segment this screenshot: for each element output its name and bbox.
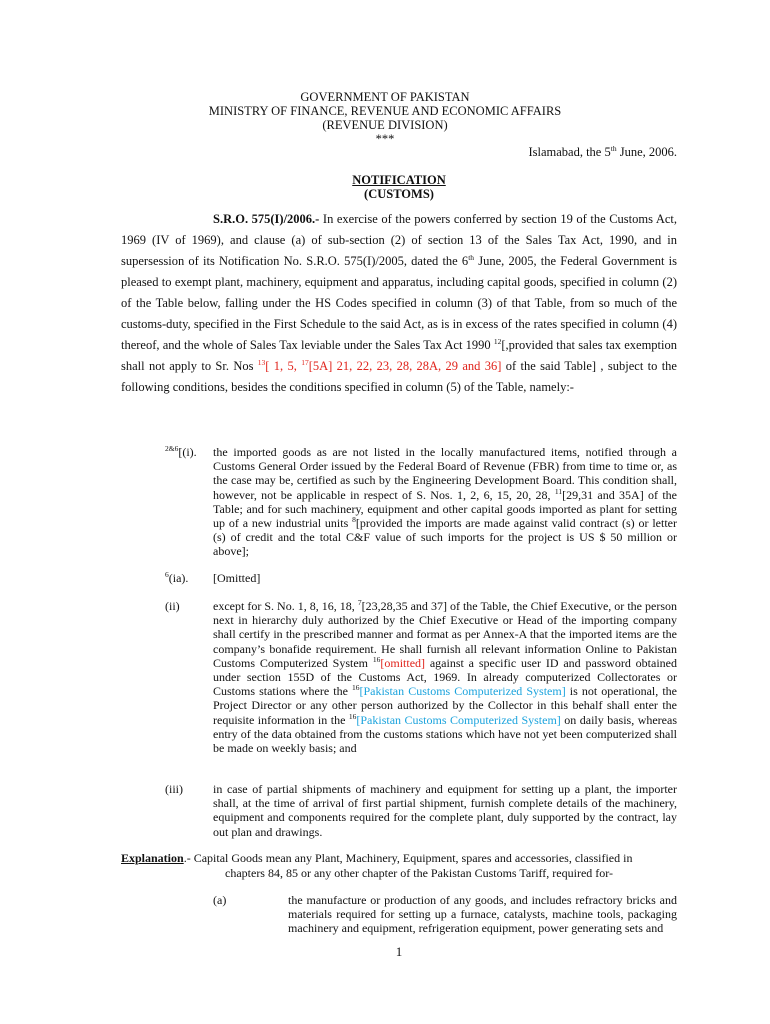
condition-i-sup-1: 11 [554, 486, 563, 496]
condition-i-text-2: [29,31 and 35A] of the Table; and for such machinery, equipment and other capital goods imported as plant for setting up of a new industrial units [213, 487, 677, 531]
intro-text-3: [,provided that sales tax exemption shall not apply to Sr. Nos [121, 338, 677, 373]
condition-text: in case of partial shipments of machinery and equipment for setting up a plant, the importer shall, at the time of arrival of first partial shipment, furnish complete details of the machinery, equipment and components required for the complete plant, duly supported by the contract, lay out plan and drawings. [213, 782, 677, 839]
intro-red-2: [5A] 21, 22, 23, 28, 28A, 29 and 36] [308, 359, 502, 373]
condition-text [213, 599, 677, 755]
condition-item-ia [121, 571, 677, 585]
intro-sup-3: 13 [257, 358, 266, 367]
explanation-item-a [213, 893, 677, 936]
condition-ii-sup-1: 7 [357, 598, 362, 607]
condition-number [165, 571, 213, 585]
condition-ii-sup-4: 16 [348, 711, 357, 721]
condition-number: (ii) [165, 599, 180, 613]
condition-text: [Omitted] [213, 571, 261, 585]
condition-i-text-1: the imported goods as are not listed in the locally manufactured items, notified through a Customs General Order issued by the Federal Board of Revenue (FBR) from time to time or, as the case may be, certified as such by the Engineering Development Board. This condition shall, however, not be applicable in respect of S. Nos. 1, 2, 6, 15, 20, 28, [213, 445, 677, 502]
condition-sup: 2&6 [165, 444, 179, 453]
explanation-text-1: .- Capital Goods mean any Plant, Machinery, Equipment, spares and accessories, classified in [183, 851, 633, 865]
explanation-paragraph [121, 851, 681, 880]
explanation-item-number: (a) [213, 893, 227, 907]
condition-item-ii [121, 599, 677, 755]
intro-text-2: June, 2005, the Federal Government is pleased to exempt plant, machinery, equipment and apparatus, including capital goods, specified in column (2) of the Table below, falling under the HS Codes specified in column (3) of that Table, from so much of the customs-duty, specified in the First Schedule to the said Act, as is in excess of the rates specified in column (4) thereof, and the whole of Sales Tax leviable under the Sales Tax Act 1990 [121, 254, 677, 352]
header-division: (REVENUE DIVISION) [322, 118, 448, 132]
condition-ii-blue-2: [Pakistan Customs Computerized System] [356, 712, 561, 727]
condition-ii-red-omitted: [omitted] [380, 655, 426, 670]
condition-sup: 6 [165, 570, 169, 579]
sro-number: S.R.O. 575(I)/2006.- [213, 212, 320, 226]
condition-ii-blue-1: [Pakistan Customs Computerized System] [359, 684, 566, 699]
condition-ii-text-2: [23,28,35 and 37] of the Table, the Chief Executive, or the person next in hierarchy duly authorized by the Chief Executive or Head of the importing company shall certify in the prescribed manner and format as per Annex-A that the imported items are the company’s bonafide requirement. He shall furnish all relevant information Online to Pakistan Customs Computerized System [213, 599, 677, 670]
header-ministry: MINISTRY OF FINANCE, REVENUE AND ECONOMIC AFFAIRS [208, 104, 562, 118]
notification-subtitle: (CUSTOMS) [364, 187, 434, 201]
explanation-text-2: chapters 84, 85 or any other chapter of the Pakistan Customs Tariff, required for- [225, 865, 614, 880]
intro-text-1: In exercise of the powers conferred by section 19 of the Customs Act, 1969 (IV of 1969), and clause (a) of sub-section (2) of section 13 of the Sales Tax Act, 1990, and in supersession of its Notification No. S.R.O. 575(I)/2005, dated the 6 [121, 212, 678, 268]
header-government: GOVERNMENT OF PAKISTAN [300, 90, 470, 104]
intro-sup-2: 12 [493, 337, 502, 346]
explanation-label: Explanation [121, 851, 184, 865]
date-text-end: June, 2006. [616, 145, 677, 159]
condition-num-text: (ia). [168, 571, 189, 585]
intro-paragraph [121, 209, 677, 398]
condition-number: (iii) [165, 782, 183, 796]
condition-ii-text-4: is not operational, the Project Director or any other person authorized by the Collector in this behalf shall enter the requisite information in the [213, 684, 677, 727]
intro-sup-4: 17 [301, 358, 309, 367]
condition-ii-sup-2: 16 [372, 654, 381, 664]
header-asterisks: *** [375, 132, 395, 146]
condition-num-text: [(i). [178, 445, 197, 459]
notification-title: NOTIFICATION [352, 173, 446, 187]
condition-i-text-3: [provided the imports are made against valid contract (s) or letter (s) of credit and the total C&F value of such imports for the project is US $ 50 million or above]; [213, 516, 677, 559]
notification-date [528, 145, 677, 160]
condition-item-i [121, 445, 677, 559]
explanation-item-text: the manufacture or production of any goods, and includes refractory bricks and materials required for setting up a furnace, catalysts, machine tools, packaging machinery and equipment, refrigeration equipment, power generating sets and [288, 893, 677, 936]
condition-text [213, 445, 677, 559]
date-sup: th [610, 144, 617, 153]
intro-sup-1: th [468, 253, 475, 262]
condition-ii-text-1: except for S. No. 1, 8, 16, 18, [213, 599, 358, 613]
condition-ii-text-5: on daily basis, whereas entry of the data obtained from the customs stations which have not yet been computerized shall be made on weekly basis; and [213, 712, 677, 756]
condition-item-iii [121, 782, 677, 839]
intro-red-1: [ 1, 5, [265, 359, 302, 373]
page-number: 1 [395, 944, 403, 959]
condition-ii-sup-3: 16 [351, 683, 360, 693]
intro-text-4: of the said Table] , subject to the following conditions, besides the conditions specified in column (5) of the Table, namely:- [121, 359, 677, 394]
condition-number [165, 445, 213, 459]
condition-i-sup-2: 8 [352, 515, 356, 525]
condition-ii-text-3: against a specific user ID and password obtained under section 155D of the Customs Act, 1969. In already computerized Collectorates or Customs stations where the [213, 655, 677, 699]
date-text: Islamabad, the 5 [528, 145, 611, 159]
